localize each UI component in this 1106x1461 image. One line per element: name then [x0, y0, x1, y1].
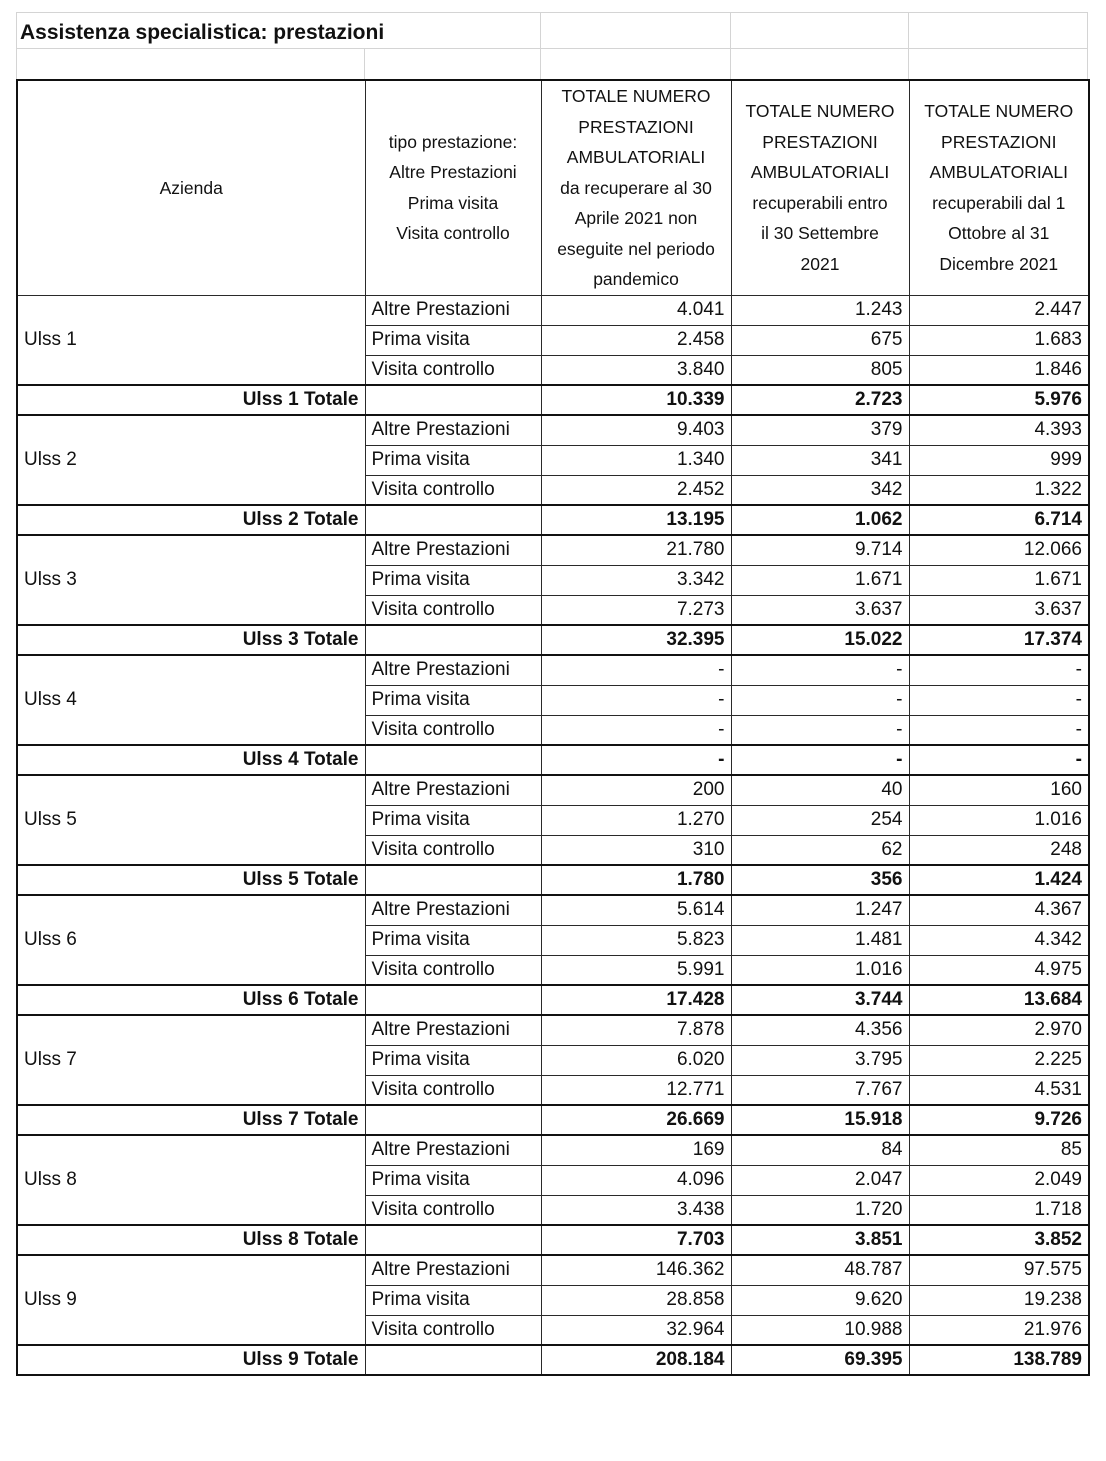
header-line: AMBULATORIALI [566, 147, 706, 167]
header-line: Visita controllo [396, 223, 510, 244]
value-cell: 1.683 [909, 325, 1089, 355]
header-line: pandemico [593, 269, 679, 289]
value-cell: 3.637 [731, 595, 909, 625]
value-cell: 805 [731, 355, 909, 385]
value-cell: 2.458 [541, 325, 731, 355]
value-cell: 2.452 [541, 475, 731, 505]
value-cell: 84 [731, 1135, 909, 1165]
value-cell: 7.767 [731, 1075, 909, 1105]
value-cell: 62 [731, 835, 909, 865]
total-value-cell: 3.852 [909, 1225, 1089, 1255]
value-cell: 1.720 [731, 1195, 909, 1225]
value-cell: 1.016 [731, 955, 909, 985]
total-value-cell: 15.918 [731, 1105, 909, 1135]
value-cell: 5.614 [541, 895, 731, 925]
tipo-prestazione-cell: Prima visita [365, 925, 541, 955]
tipo-prestazione-cell: Visita controllo [365, 715, 541, 745]
value-cell: 3.840 [541, 355, 731, 385]
value-cell: 341 [731, 445, 909, 475]
total-value-cell: - [731, 745, 909, 775]
header-line: AMBULATORIALI [929, 162, 1068, 183]
value-cell: 9.403 [541, 415, 731, 445]
total-value-cell: 208.184 [541, 1345, 731, 1375]
value-cell: 1.243 [731, 295, 909, 325]
tipo-prestazione-cell: Altre Prestazioni [365, 775, 541, 805]
value-cell: - [909, 685, 1089, 715]
tipo-prestazione-cell: Prima visita [365, 445, 541, 475]
sheet-title: Assistenza specialistica: prestazioni [20, 21, 385, 44]
table-row [17, 1135, 1089, 1165]
value-cell: 1.247 [731, 895, 909, 925]
header-line: eseguite nel periodo [557, 238, 715, 259]
value-cell: 3.637 [909, 595, 1089, 625]
header-entro-settembre [731, 80, 909, 295]
total-value-cell: 17.428 [541, 985, 731, 1015]
value-cell: 1.322 [909, 475, 1089, 505]
azienda-cell: Ulss 5 [17, 775, 365, 865]
total-value-cell: - [909, 745, 1089, 775]
empty-cell [365, 865, 541, 895]
total-value-cell: - [541, 745, 731, 775]
tipo-prestazione-cell: Prima visita [365, 325, 541, 355]
header-line: TOTALE NUMERO [561, 86, 711, 106]
header-line: PRESTAZIONI [578, 116, 694, 137]
tipo-prestazione-cell: Visita controllo [365, 355, 541, 385]
value-cell: 4.096 [541, 1165, 731, 1195]
table-row [17, 295, 1089, 325]
value-cell: - [541, 655, 731, 685]
value-cell: 7.273 [541, 595, 731, 625]
tipo-prestazione-cell: Visita controllo [365, 1075, 541, 1105]
value-cell: 9.620 [731, 1285, 909, 1315]
header-line: PRESTAZIONI [941, 131, 1057, 152]
azienda-cell: Ulss 4 [17, 655, 365, 745]
value-cell: 9.714 [731, 535, 909, 565]
header-line: Ottobre al 31 [948, 223, 1050, 244]
tipo-prestazione-cell: Altre Prestazioni [365, 415, 541, 445]
value-cell: 2.225 [909, 1045, 1089, 1075]
value-cell: 21.780 [541, 535, 731, 565]
table-row [17, 775, 1089, 805]
total-row [17, 1105, 1089, 1135]
header-line: Prima visita [407, 192, 499, 213]
gridline [730, 12, 731, 80]
total-label: Ulss 3 Totale [17, 625, 365, 655]
header-tipo-prestazione [365, 80, 541, 295]
tipo-prestazione-cell: Altre Prestazioni [365, 1135, 541, 1165]
value-cell: 248 [909, 835, 1089, 865]
value-cell: 5.991 [541, 955, 731, 985]
header-line: 2021 [800, 253, 840, 274]
value-cell: 2.970 [909, 1015, 1089, 1045]
value-cell: 32.964 [541, 1315, 731, 1345]
empty-cell [365, 385, 541, 415]
tipo-prestazione-cell: Altre Prestazioni [365, 295, 541, 325]
value-cell: 3.342 [541, 565, 731, 595]
header-line: Altre Prestazioni [389, 162, 517, 183]
azienda-cell: Ulss 6 [17, 895, 365, 985]
table-row [17, 655, 1089, 685]
empty-cell [365, 985, 541, 1015]
tipo-prestazione-cell: Altre Prestazioni [365, 535, 541, 565]
value-cell: 310 [541, 835, 731, 865]
gridline [540, 12, 541, 80]
value-cell: - [731, 715, 909, 745]
value-cell: 4.356 [731, 1015, 909, 1045]
tipo-prestazione-cell: Prima visita [365, 1165, 541, 1195]
tipo-prestazione-cell: Altre Prestazioni [365, 1015, 541, 1045]
value-cell: 12.771 [541, 1075, 731, 1105]
value-cell: 3.438 [541, 1195, 731, 1225]
total-row [17, 385, 1089, 415]
value-cell: 85 [909, 1135, 1089, 1165]
total-label: Ulss 9 Totale [17, 1345, 365, 1375]
total-row [17, 625, 1089, 655]
total-value-cell: 32.395 [541, 625, 731, 655]
total-row [17, 745, 1089, 775]
tipo-prestazione-cell: Visita controllo [365, 475, 541, 505]
table-row [17, 1255, 1089, 1285]
total-value-cell: 10.339 [541, 385, 731, 415]
value-cell: - [731, 685, 909, 715]
value-cell: 1.270 [541, 805, 731, 835]
header-line: PRESTAZIONI [762, 131, 878, 152]
value-cell: 200 [541, 775, 731, 805]
total-value-cell: 1.780 [541, 865, 731, 895]
header-line: Dicembre 2021 [939, 253, 1059, 274]
total-label: Ulss 4 Totale [17, 745, 365, 775]
total-label: Ulss 1 Totale [17, 385, 365, 415]
value-cell: 4.393 [909, 415, 1089, 445]
table-row [17, 415, 1089, 445]
azienda-cell: Ulss 9 [17, 1255, 365, 1345]
value-cell: 40 [731, 775, 909, 805]
value-cell: 5.823 [541, 925, 731, 955]
gridline [16, 48, 1088, 49]
tipo-prestazione-cell: Visita controllo [365, 1315, 541, 1345]
total-label: Ulss 5 Totale [17, 865, 365, 895]
value-cell: 6.020 [541, 1045, 731, 1075]
value-cell: 169 [541, 1135, 731, 1165]
total-row [17, 865, 1089, 895]
tipo-prestazione-cell: Prima visita [365, 1285, 541, 1315]
table-body [17, 295, 1089, 1375]
value-cell: 7.878 [541, 1015, 731, 1045]
total-label: Ulss 7 Totale [17, 1105, 365, 1135]
total-row [17, 1345, 1089, 1375]
total-value-cell: 3.851 [731, 1225, 909, 1255]
header-line: TOTALE NUMERO [745, 101, 895, 122]
header-row [17, 80, 1089, 295]
tipo-prestazione-cell: Altre Prestazioni [365, 895, 541, 925]
table-row [17, 535, 1089, 565]
tipo-prestazione-cell: Visita controllo [365, 1195, 541, 1225]
total-value-cell: 2.723 [731, 385, 909, 415]
total-value-cell: 1.424 [909, 865, 1089, 895]
azienda-cell: Ulss 8 [17, 1135, 365, 1225]
total-row [17, 1225, 1089, 1255]
table-row [17, 1015, 1089, 1045]
header-line: Aprile 2021 non [574, 208, 698, 228]
value-cell: 146.362 [541, 1255, 731, 1285]
empty-cell [365, 1345, 541, 1375]
value-cell: 379 [731, 415, 909, 445]
empty-cell [365, 505, 541, 535]
header-da-recuperare [541, 80, 731, 295]
total-value-cell: 69.395 [731, 1345, 909, 1375]
value-cell: 2.047 [731, 1165, 909, 1195]
header-line: AMBULATORIALI [750, 162, 890, 183]
value-cell: 19.238 [909, 1285, 1089, 1315]
value-cell: 1.671 [731, 565, 909, 595]
tipo-prestazione-cell: Visita controllo [365, 835, 541, 865]
value-cell: 10.988 [731, 1315, 909, 1345]
header-ottobre-dicembre [909, 80, 1089, 295]
value-cell: 3.795 [731, 1045, 909, 1075]
total-value-cell: 7.703 [541, 1225, 731, 1255]
header-azienda: Azienda [17, 80, 365, 295]
empty-cell [365, 745, 541, 775]
total-label: Ulss 8 Totale [17, 1225, 365, 1255]
value-cell: 4.531 [909, 1075, 1089, 1105]
value-cell: 4.041 [541, 295, 731, 325]
value-cell: 1.481 [731, 925, 909, 955]
table-row [17, 895, 1089, 925]
gridline [1087, 12, 1088, 80]
total-value-cell: 3.744 [731, 985, 909, 1015]
azienda-cell: Ulss 7 [17, 1015, 365, 1105]
total-value-cell: 9.726 [909, 1105, 1089, 1135]
total-value-cell: 26.669 [541, 1105, 731, 1135]
value-cell: 4.367 [909, 895, 1089, 925]
value-cell: 675 [731, 325, 909, 355]
total-value-cell: 6.714 [909, 505, 1089, 535]
value-cell: 4.342 [909, 925, 1089, 955]
value-cell: 12.066 [909, 535, 1089, 565]
empty-cell [365, 625, 541, 655]
empty-cell [365, 1225, 541, 1255]
header-line: recuperabili dal 1 [932, 192, 1066, 213]
tipo-prestazione-cell: Visita controllo [365, 955, 541, 985]
value-cell: 2.447 [909, 295, 1089, 325]
value-cell: 1.340 [541, 445, 731, 475]
tipo-prestazione-cell: Visita controllo [365, 595, 541, 625]
tipo-prestazione-cell: Prima visita [365, 565, 541, 595]
total-label: Ulss 6 Totale [17, 985, 365, 1015]
tipo-prestazione-cell: Altre Prestazioni [365, 1255, 541, 1285]
value-cell: 28.858 [541, 1285, 731, 1315]
total-value-cell: 5.976 [909, 385, 1089, 415]
value-cell: - [731, 655, 909, 685]
header-line: recuperabili entro [752, 192, 888, 213]
value-cell: 1.671 [909, 565, 1089, 595]
value-cell: 2.049 [909, 1165, 1089, 1195]
value-cell: 999 [909, 445, 1089, 475]
azienda-cell: Ulss 1 [17, 295, 365, 385]
prestazioni-table [16, 79, 1090, 1376]
value-cell: 48.787 [731, 1255, 909, 1285]
tipo-prestazione-cell: Altre Prestazioni [365, 655, 541, 685]
value-cell: 342 [731, 475, 909, 505]
value-cell: 160 [909, 775, 1089, 805]
total-value-cell: 13.195 [541, 505, 731, 535]
value-cell: 1.016 [909, 805, 1089, 835]
value-cell: - [909, 715, 1089, 745]
header-line: da recuperare al 30 [560, 177, 712, 198]
gridline [16, 12, 1088, 13]
azienda-cell: Ulss 2 [17, 415, 365, 505]
value-cell: 1.846 [909, 355, 1089, 385]
tipo-prestazione-cell: Prima visita [365, 685, 541, 715]
gridline [16, 12, 17, 80]
value-cell: - [541, 715, 731, 745]
value-cell: - [909, 655, 1089, 685]
value-cell: 21.976 [909, 1315, 1089, 1345]
total-row [17, 505, 1089, 535]
total-value-cell: 15.022 [731, 625, 909, 655]
total-value-cell: 356 [731, 865, 909, 895]
header-line: TOTALE NUMERO [924, 101, 1074, 122]
gridline [364, 48, 365, 80]
total-label: Ulss 2 Totale [17, 505, 365, 535]
value-cell: - [541, 685, 731, 715]
empty-cell [365, 1105, 541, 1135]
header-line: il 30 Settembre [761, 223, 879, 244]
tipo-prestazione-cell: Prima visita [365, 805, 541, 835]
gridline [908, 12, 909, 80]
total-value-cell: 1.062 [731, 505, 909, 535]
azienda-cell: Ulss 3 [17, 535, 365, 625]
total-value-cell: 17.374 [909, 625, 1089, 655]
total-row [17, 985, 1089, 1015]
value-cell: 4.975 [909, 955, 1089, 985]
total-value-cell: 13.684 [909, 985, 1089, 1015]
header-line: tipo prestazione: [388, 131, 518, 152]
total-value-cell: 138.789 [909, 1345, 1089, 1375]
value-cell: 1.718 [909, 1195, 1089, 1225]
tipo-prestazione-cell: Prima visita [365, 1045, 541, 1075]
value-cell: 97.575 [909, 1255, 1089, 1285]
value-cell: 254 [731, 805, 909, 835]
